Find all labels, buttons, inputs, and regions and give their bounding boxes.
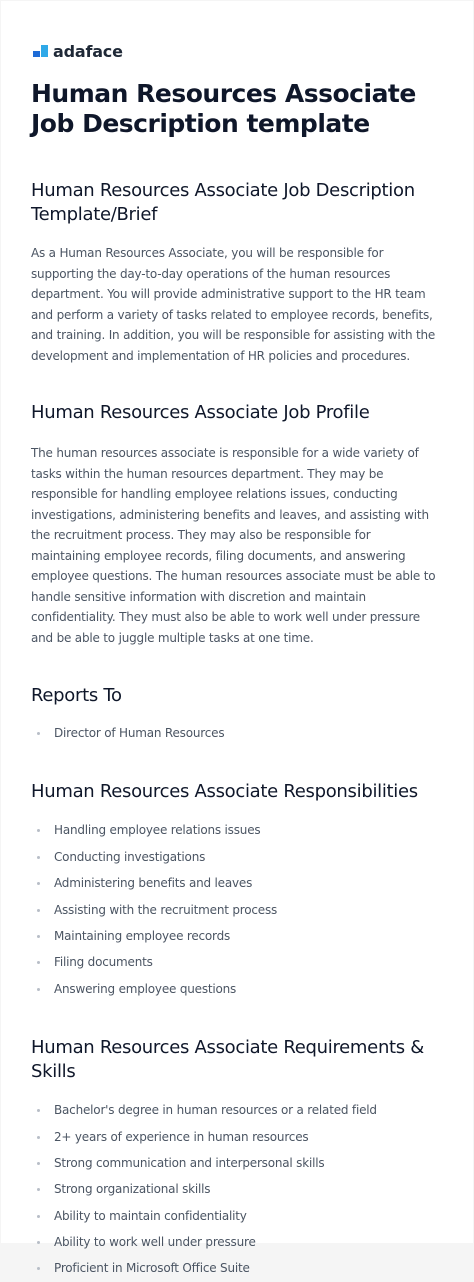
- bullet-icon: [37, 1136, 40, 1139]
- section-body-brief: As a Human Resources Associate, you will be responsible for supporting the day-to-day operations of the human resources department. You will provide administrative support to the HR team and perform a variety of tasks related to employee records, benefits, and training. In addition, you will be responsible for assisting with the development and implementation of HR policies and procedures.: [31, 246, 436, 363]
- section-title-job-profile: Human Resources Associate Job Profile: [31, 402, 370, 423]
- logo-text: adaface: [53, 41, 123, 61]
- section-title-brief: Human Resources Associate Job Description Template/Brief: [31, 180, 415, 225]
- bullet-icon: [37, 935, 40, 938]
- bullet-icon: [37, 856, 40, 859]
- bullet-icon: [37, 1267, 40, 1270]
- list-item: Strong communication and interpersonal skills: [31, 1150, 443, 1176]
- section-title-requirements: Human Resources Associate Requirements & Skills: [31, 1037, 425, 1083]
- list-item: Maintaining employee records: [31, 923, 443, 949]
- list-item: Strong organizational skills: [31, 1176, 443, 1202]
- list-item: Conducting investigations: [31, 844, 443, 870]
- bullet-icon: [37, 1215, 40, 1218]
- bullet-icon: [37, 961, 40, 964]
- list-item: 2+ years of experience in human resources: [31, 1124, 443, 1150]
- responsibilities-list: [31, 817, 443, 1002]
- bullet-icon: [37, 1109, 40, 1112]
- requirements-list: [31, 1097, 443, 1282]
- bullet-icon: [37, 1188, 40, 1191]
- document-page: [1, 1, 473, 1276]
- bullet-icon: [37, 829, 40, 832]
- bullet-icon: [37, 988, 40, 991]
- bullet-icon: [37, 909, 40, 912]
- reports-to-list: [31, 720, 443, 746]
- bullet-icon: [37, 1162, 40, 1165]
- list-item: Ability to work well under pressure: [31, 1229, 443, 1255]
- list-item: Handling employee relations issues: [31, 817, 443, 843]
- section-body-job-profile: The human resources associate is responsible for a wide variety of tasks within the human resources department. They may be responsible for handling employee relations issues, conducting investigations, administering benefits and leaves, and assisting with the recruitment process. They may also be responsible for maintaining employee records, filing documents, and answering employee questions. The human resources associate must be able to handle sensitive information with discretion and maintain confidentiality. They must also be able to work well under pressure and be able to juggle multiple tasks at one time.: [31, 446, 436, 645]
- list-item: Proficient in Microsoft Office Suite: [31, 1255, 443, 1281]
- section-title-responsibilities: Human Resources Associate Responsibilities: [31, 781, 418, 803]
- list-item: Administering benefits and leaves: [31, 870, 443, 896]
- list-item: Filing documents: [31, 949, 443, 975]
- bullet-icon: [37, 882, 40, 885]
- list-item: Assisting with the recruitment process: [31, 897, 443, 923]
- list-item: Answering employee questions: [31, 976, 443, 1002]
- page-title: Human Resources Associate Job Description template: [31, 79, 416, 138]
- list-item: Director of Human Resources: [31, 720, 443, 746]
- list-item: Bachelor's degree in human resources or a related field: [31, 1097, 443, 1123]
- adaface-logo[interactable]: [33, 41, 443, 61]
- list-item: Ability to maintain confidentiality: [31, 1203, 443, 1229]
- adaface-logo-icon: [33, 45, 49, 57]
- bullet-icon: [37, 732, 40, 735]
- section-title-reports-to: Reports To: [31, 685, 122, 706]
